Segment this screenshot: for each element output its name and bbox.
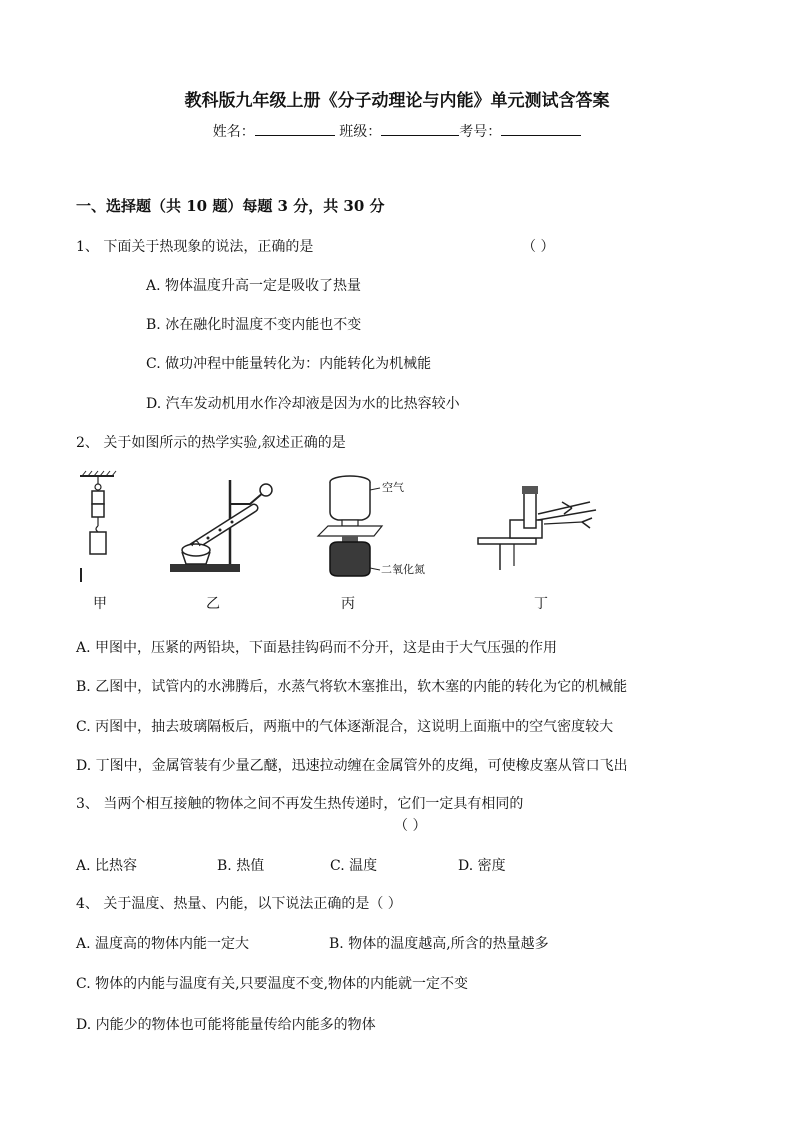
name-label: 姓名： [212, 124, 255, 140]
figure-caption-jia: 甲 [93, 596, 107, 612]
q1-option-b: B. 冰在融化时温度不变内能也不变 [146, 317, 362, 333]
q1-option-d: D. 汽车发动机用水作冷却液是因为水的比热容较小 [146, 396, 460, 412]
question-1-answer-paren[interactable]: （ ） [522, 239, 555, 255]
section-heading: 一、选择题（共 10 题）每题 3 分，共 30 分 [76, 197, 385, 215]
q3-option-a: A. 比热容 [76, 858, 138, 874]
exam-number-blank[interactable] [501, 121, 581, 136]
q4-option-c: C. 物体的内能与温度有关,只要温度不变,物体的内能就一定不变 [76, 976, 469, 992]
class-label: 班级： [339, 124, 382, 140]
name-blank[interactable] [255, 121, 335, 136]
question-1-stem: 1、 下面关于热现象的说法，正确的是 [76, 239, 314, 255]
question-4-stem: 4、 关于温度、热量、内能，以下说法正确的是（ ） [76, 896, 402, 912]
q4-option-b: B. 物体的温度越高,所含的热量越多 [329, 936, 549, 952]
figure-caption-ding: 丁 [534, 596, 548, 612]
q3-option-b: B. 热值 [217, 858, 265, 874]
q4-option-a: A. 温度高的物体内能一定大 [76, 936, 250, 952]
student-info-line [0, 121, 794, 141]
figure-bing-diffusion-bottles [316, 472, 386, 580]
q3-option-c: C. 温度 [330, 858, 378, 874]
class-blank[interactable] [381, 121, 459, 136]
q2-option-c: C. 丙图中，抽去玻璃隔板后，两瓶中的气体逐渐混合，这说明上面瓶中的空气密度较大 [76, 719, 614, 735]
q4-option-d: D. 内能少的物体也可能将能量传给内能多的物体 [76, 1017, 376, 1033]
q3-option-d: D. 密度 [458, 858, 506, 874]
document-title: 教科版九年级上册《分子动理论与内能》单元测试含答案 [184, 91, 610, 111]
question-3-answer-paren[interactable]: （ ） [394, 818, 427, 834]
question-2-stem: 2、 关于如图所示的热学实验,叙述正确的是 [76, 435, 346, 451]
q2-option-a: A. 甲图中，压紧的两铅块，下面悬挂钩码而不分开，这是由于大气压强的作用 [76, 640, 558, 656]
q1-option-a: A. 物体温度升高一定是吸收了热量 [146, 278, 362, 294]
figure-caption-yi: 乙 [206, 596, 220, 612]
figure-ding-metal-tube [470, 480, 600, 572]
figure-label-air: 空气 [382, 481, 404, 494]
figure-caption-bing: 丙 [341, 596, 355, 612]
q1-option-c: C. 做功冲程中能量转化为：内能转化为机械能 [146, 356, 432, 372]
exam-label: 考号： [459, 124, 502, 140]
question-3-stem: 3、 当两个相互接触的物体之间不再发生热传递时，它们一定具有相同的 [76, 796, 524, 812]
figure-label-no2: 二氧化氮 [381, 563, 425, 576]
q2-option-b: B. 乙图中，试管内的水沸腾后，水蒸气将软木塞推出，软木塞的内能的转化为它的机械能 [76, 679, 628, 695]
figure-yi-test-tube [168, 470, 278, 578]
q2-option-d: D. 丁图中，金属管装有少量乙醚，迅速拉动缠在金属管外的皮绳，可使橡皮塞从管口飞出 [76, 758, 628, 774]
figure-jia-lead-blocks [78, 470, 118, 585]
